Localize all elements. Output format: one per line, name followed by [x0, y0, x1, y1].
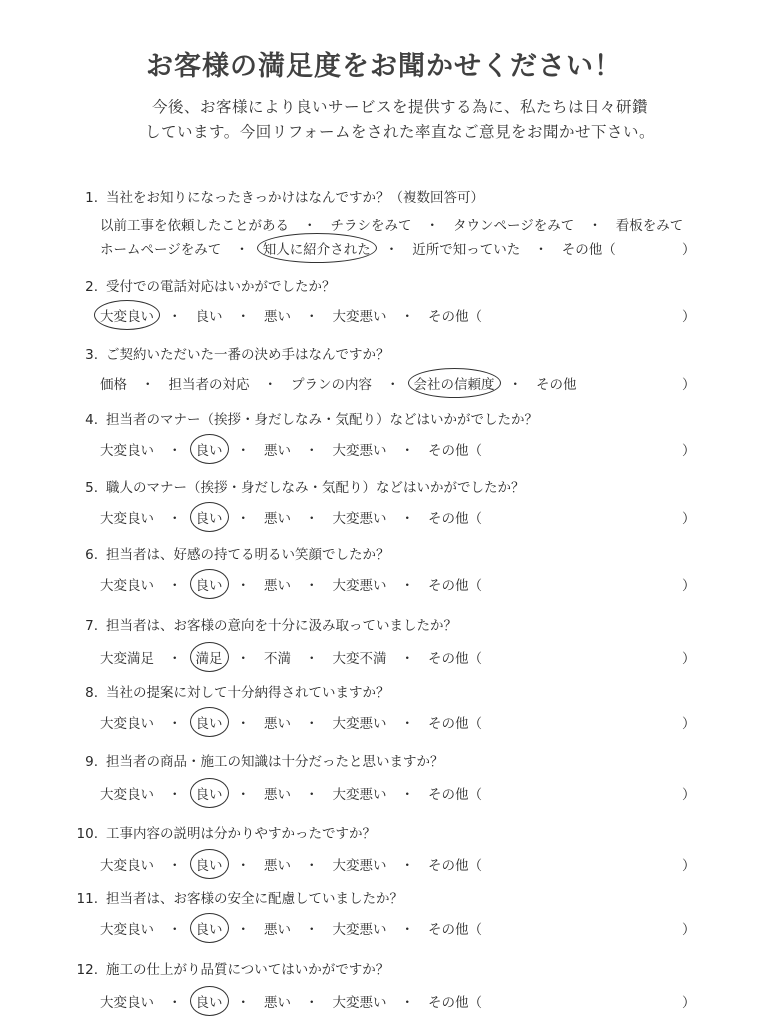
- question-number: 12.: [76, 962, 98, 978]
- answer-options: [100, 214, 683, 234]
- close-paren: ）: [682, 242, 696, 258]
- question-label: 施工の仕上がり品質についてはいかがですか？: [106, 962, 390, 978]
- option-separator: ・: [236, 995, 250, 1011]
- answer-option[interactable]: その他（: [428, 443, 482, 459]
- question-text: [68, 614, 457, 634]
- option-separator: ・: [305, 651, 319, 667]
- close-paren: ）: [682, 377, 696, 393]
- close-paren: ）: [682, 443, 696, 459]
- option-separator: ・: [305, 922, 319, 938]
- option-separator: ・: [305, 716, 319, 732]
- option-separator: ・: [236, 309, 250, 325]
- question-label: 受付での電話対応はいかがでしたか？: [106, 279, 336, 295]
- answer-option[interactable]: 以前工事を依頼したことがある: [100, 218, 289, 234]
- answer-option[interactable]: 悪い: [264, 858, 291, 874]
- question-text: [68, 958, 389, 978]
- answer-option[interactable]: その他（: [428, 578, 482, 594]
- close-paren: ）: [682, 309, 696, 325]
- answer-option[interactable]: チラシをみて: [330, 218, 412, 234]
- option-separator: ・: [400, 309, 414, 325]
- question-number: 4.: [85, 412, 98, 428]
- option-separator: ・: [425, 218, 439, 234]
- option-separator: ・: [400, 922, 414, 938]
- answer-option[interactable]: 大変良い: [100, 787, 154, 803]
- option-separator: ・: [236, 511, 250, 527]
- question-label: 職人のマナー（挨拶・身だしなみ・気配り）などはいかがでしたか？: [106, 480, 525, 496]
- answer-option[interactable]: 悪い: [264, 787, 291, 803]
- answer-option[interactable]: 大変悪い: [332, 309, 387, 325]
- answer-option[interactable]: 大変悪い: [332, 511, 387, 527]
- answer-option[interactable]: 大変良い: [100, 995, 154, 1011]
- answer-option[interactable]: 悪い: [264, 922, 291, 938]
- answer-option-selected[interactable]: 大変良い: [100, 305, 154, 325]
- question-number: 2.: [85, 279, 98, 295]
- option-separator: ・: [168, 511, 182, 527]
- answer-option[interactable]: 担当者の対応: [168, 377, 250, 393]
- answer-option[interactable]: プランの内容: [291, 377, 372, 393]
- question-label: 担当者のマナー（挨拶・身だしなみ・気配り）などはいかがでしたか？: [106, 412, 538, 428]
- option-separator: ・: [305, 309, 319, 325]
- intro-line: 今後、お客様により良いサービスを提供する為に、私たちは日々研鑽: [151, 98, 648, 116]
- answer-option[interactable]: その他: [536, 377, 577, 393]
- intro-text: [60, 95, 740, 145]
- page-title: お客様の満足度をお聞かせください！: [146, 51, 622, 82]
- answer-option[interactable]: タウンページをみて: [453, 218, 575, 234]
- intro-line: しています。今回リフォームをされた率直なご意見をお聞かせ下さい。: [145, 123, 655, 141]
- answer-options: [100, 991, 482, 1011]
- answer-option[interactable]: 悪い: [264, 309, 291, 325]
- option-separator: ・: [236, 443, 250, 459]
- answer-options: [100, 647, 482, 667]
- option-separator: ・: [168, 995, 182, 1011]
- option-separator: ・: [305, 858, 319, 874]
- answer-option[interactable]: 大変悪い: [332, 716, 387, 732]
- answer-option-selected[interactable]: 会社の信頼度: [414, 373, 495, 393]
- answer-options: [100, 439, 482, 459]
- answer-option[interactable]: 良い: [195, 309, 223, 325]
- option-separator: ・: [384, 242, 399, 258]
- close-paren: ）: [682, 511, 696, 527]
- answer-option[interactable]: ホームページをみて: [100, 242, 222, 258]
- option-separator: ・: [168, 716, 182, 732]
- option-separator: ・: [588, 218, 602, 234]
- option-separator: ・: [141, 377, 155, 393]
- option-separator: ・: [236, 651, 250, 667]
- question-number: 10.: [76, 826, 98, 842]
- answer-option[interactable]: 大変悪い: [332, 578, 387, 594]
- answer-option[interactable]: 大変悪い: [332, 858, 387, 874]
- option-separator: ・: [305, 787, 319, 803]
- close-paren: ）: [682, 787, 696, 803]
- option-separator: ・: [400, 511, 414, 527]
- answer-option[interactable]: 悪い: [264, 511, 291, 527]
- option-separator: ・: [305, 578, 319, 594]
- answer-option-selected[interactable]: 良い: [196, 574, 223, 594]
- answer-options: [100, 574, 482, 594]
- answer-options: [100, 918, 482, 938]
- question-text: [68, 476, 525, 496]
- answer-option[interactable]: 大変良い: [100, 511, 154, 527]
- option-separator: ・: [168, 922, 182, 938]
- answer-options: [100, 507, 482, 527]
- answer-option[interactable]: 不満: [264, 651, 291, 667]
- question-text: [68, 681, 390, 701]
- question-number: 7.: [85, 618, 98, 634]
- option-separator: ・: [386, 377, 400, 393]
- option-separator: ・: [305, 995, 319, 1011]
- option-separator: ・: [400, 716, 414, 732]
- answer-option-selected[interactable]: 良い: [196, 439, 223, 459]
- answer-option[interactable]: 価格: [100, 377, 127, 393]
- question-number: 6.: [85, 547, 98, 563]
- answer-option[interactable]: 大変悪い: [332, 787, 387, 803]
- question-text: [68, 343, 390, 363]
- answer-option[interactable]: その他（: [428, 922, 482, 938]
- option-separator: ・: [534, 242, 548, 258]
- question-number: 9.: [85, 754, 98, 770]
- answer-option[interactable]: 大変悪い: [332, 922, 387, 938]
- answer-option-selected[interactable]: 良い: [196, 783, 223, 803]
- answer-option[interactable]: 悪い: [264, 995, 291, 1011]
- option-separator: ・: [263, 377, 277, 393]
- answer-options: [100, 854, 482, 874]
- answer-option[interactable]: その他（: [428, 511, 482, 527]
- question-text: [68, 543, 390, 563]
- answer-option[interactable]: 大変悪い: [332, 443, 387, 459]
- answer-option[interactable]: 悪い: [264, 443, 291, 459]
- answer-options: [100, 373, 577, 393]
- question-number: 11.: [76, 891, 98, 907]
- close-paren: ）: [682, 858, 696, 874]
- option-separator: ・: [400, 443, 414, 459]
- option-separator: ・: [168, 578, 182, 594]
- option-separator: ・: [168, 443, 182, 459]
- option-separator: ・: [235, 242, 249, 258]
- question-label: 担当者は、お客様の安全に配慮していましたか？: [106, 891, 403, 907]
- option-separator: ・: [303, 218, 317, 234]
- question-text: [68, 887, 403, 907]
- question-text: [68, 275, 336, 295]
- answer-option[interactable]: 大変満足: [100, 651, 154, 667]
- question-label: 当社をお知りになったきっかけはなんですか？（複数回答可）: [106, 190, 484, 206]
- answer-option-selected[interactable]: 良い: [196, 918, 223, 938]
- option-separator: ・: [400, 787, 414, 803]
- question-number: 1.: [85, 190, 98, 206]
- answer-option[interactable]: その他（: [428, 309, 482, 325]
- question-number: 3.: [85, 347, 98, 363]
- answer-option[interactable]: 近所で知っていた: [412, 242, 521, 258]
- answer-options: [100, 305, 482, 325]
- answer-option[interactable]: 大変良い: [100, 578, 154, 594]
- question-text: [68, 822, 376, 842]
- question-label: 担当者の商品・施工の知識は十分だったと思いますか？: [106, 754, 444, 770]
- close-paren: ）: [682, 651, 696, 667]
- answer-option[interactable]: 大変良い: [100, 443, 154, 459]
- close-paren: ）: [682, 578, 696, 594]
- option-separator: ・: [168, 309, 182, 325]
- option-separator: ・: [168, 858, 182, 874]
- answer-option[interactable]: 看板をみて: [615, 218, 684, 234]
- option-separator: ・: [400, 858, 414, 874]
- answer-option[interactable]: その他（: [428, 716, 482, 732]
- answer-option[interactable]: 大変良い: [100, 716, 154, 732]
- answer-option-selected[interactable]: 良い: [196, 991, 223, 1011]
- answer-option-selected[interactable]: 良い: [196, 712, 223, 732]
- question-label: 担当者は、好感の持てる明るい笑顔でしたか？: [106, 547, 390, 563]
- option-separator: ・: [236, 716, 250, 732]
- answer-options: [100, 238, 616, 258]
- question-number: 5.: [85, 480, 98, 496]
- answer-option[interactable]: 大変良い: [100, 858, 154, 874]
- answer-option[interactable]: 悪い: [264, 578, 291, 594]
- question-text: [68, 186, 484, 206]
- question-label: 担当者は、お客様の意向を十分に汲み取っていましたか？: [106, 618, 457, 634]
- option-separator: ・: [305, 511, 319, 527]
- answer-option[interactable]: 大変不満: [332, 651, 387, 667]
- question-label: ご契約いただいた一番の決め手はなんですか？: [106, 347, 390, 363]
- question-label: 工事内容の説明は分かりやすかったですか？: [106, 826, 376, 842]
- answer-option[interactable]: その他（: [428, 858, 482, 874]
- answer-option[interactable]: 悪い: [264, 716, 291, 732]
- option-separator: ・: [168, 651, 182, 667]
- answer-option[interactable]: その他（: [428, 651, 482, 667]
- close-paren: ）: [682, 716, 696, 732]
- answer-options: [100, 783, 482, 803]
- question-text: [68, 408, 538, 428]
- option-separator: ・: [236, 578, 250, 594]
- option-separator: ・: [508, 377, 522, 393]
- answer-option-selected[interactable]: 知人に紹介された: [263, 238, 371, 258]
- close-paren: ）: [682, 995, 696, 1011]
- answer-option-selected[interactable]: 良い: [196, 507, 223, 527]
- option-separator: ・: [400, 578, 414, 594]
- answer-option[interactable]: その他（: [428, 787, 482, 803]
- option-separator: ・: [168, 787, 182, 803]
- answer-option[interactable]: 大変良い: [100, 922, 154, 938]
- option-separator: ・: [400, 995, 414, 1011]
- option-separator: ・: [400, 651, 414, 667]
- option-separator: ・: [236, 858, 250, 874]
- answer-option-selected[interactable]: 良い: [196, 854, 223, 874]
- question-number: 8.: [85, 685, 98, 701]
- answer-options: [100, 712, 482, 732]
- close-paren: ）: [682, 922, 696, 938]
- option-separator: ・: [236, 787, 250, 803]
- question-text: [68, 750, 444, 770]
- option-separator: ・: [236, 922, 250, 938]
- question-label: 当社の提案に対して十分納得されていますか？: [106, 685, 390, 701]
- answer-option-selected[interactable]: 満足: [196, 647, 223, 667]
- option-separator: ・: [305, 443, 319, 459]
- answer-option[interactable]: その他（: [561, 242, 616, 258]
- answer-option[interactable]: その他（: [428, 995, 482, 1011]
- answer-option[interactable]: 大変悪い: [332, 995, 387, 1011]
